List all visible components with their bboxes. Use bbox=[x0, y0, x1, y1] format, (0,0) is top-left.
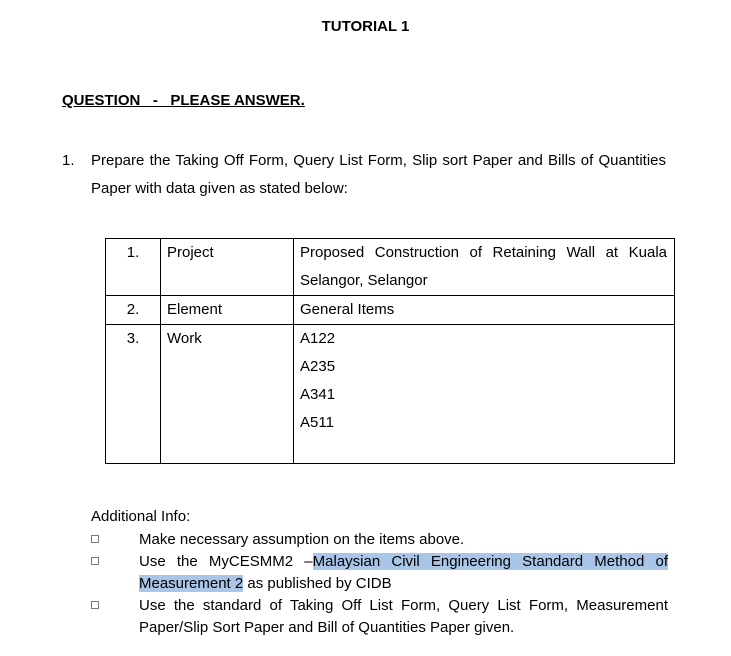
data-table bbox=[105, 238, 675, 464]
row-number: 1. bbox=[106, 239, 161, 296]
question-1-text: Prepare the Taking Off Form, Query List Form, Slip sort Paper and Bills of Quantities Paper with data given as stated below: bbox=[91, 152, 666, 197]
checkbox-bullet-icon bbox=[91, 535, 99, 543]
row-label: Element bbox=[161, 296, 294, 325]
info-item-text: Use the standard of Taking Off List Form, Query List Form, Measurement Paper/Slip Sort Paper and Bill of Quantities Paper given. bbox=[139, 597, 668, 636]
row-number: 2. bbox=[106, 296, 161, 325]
row-label: Work bbox=[161, 325, 294, 464]
row-value bbox=[294, 325, 675, 464]
work-code-list bbox=[300, 325, 667, 437]
work-code: A341 bbox=[300, 386, 336, 403]
info-item-text-part: as published by CIDB bbox=[243, 575, 392, 592]
table-row bbox=[106, 239, 675, 296]
highlighted-text: Malaysian Civil Engineering Standard Method of Measurement 2 bbox=[139, 553, 669, 592]
work-code: A235 bbox=[300, 358, 336, 375]
row-number: 3. bbox=[106, 325, 161, 464]
checkbox-bullet-icon bbox=[91, 557, 99, 565]
question-1-number: 1. bbox=[62, 152, 75, 169]
info-item-text bbox=[139, 551, 668, 595]
info-item-text-part: Use the MyCESMM2 – bbox=[139, 553, 313, 570]
question-heading: QUESTION - PLEASE ANSWER. bbox=[62, 92, 305, 109]
additional-info-heading: Additional Info: bbox=[91, 508, 191, 525]
work-code: A122 bbox=[300, 330, 336, 347]
row-value: Proposed Construction of Retaining Wall at Kuala Selangor, Selangor bbox=[294, 239, 675, 296]
work-code: A511 bbox=[300, 414, 334, 431]
checkbox-bullet-icon bbox=[91, 601, 99, 609]
info-item-text: Make necessary assumption on the items above. bbox=[139, 531, 465, 548]
table-row bbox=[106, 325, 675, 464]
row-value: General Items bbox=[294, 296, 675, 325]
table-row bbox=[106, 296, 675, 325]
document-title: TUTORIAL 1 bbox=[321, 18, 410, 35]
row-label: Project bbox=[161, 239, 294, 296]
